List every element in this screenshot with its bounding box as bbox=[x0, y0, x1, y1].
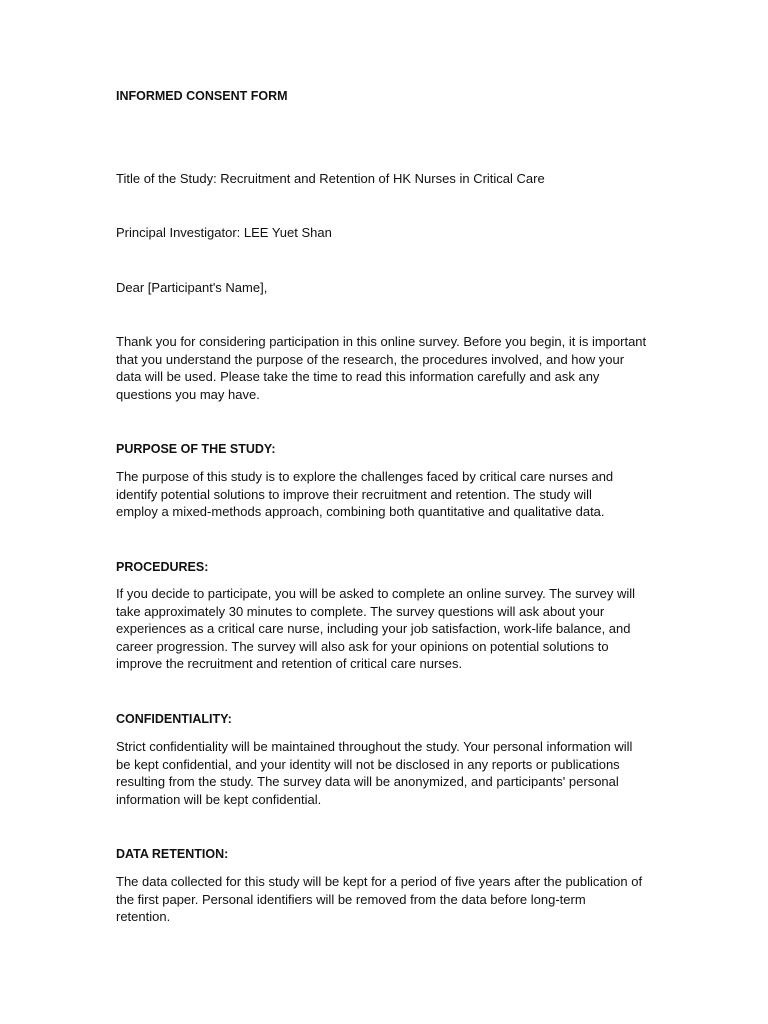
document-title: INFORMED CONSENT FORM bbox=[116, 89, 288, 103]
section-body-confidentiality bbox=[116, 738, 656, 808]
section-line: The data collected for this study will be kept for a period of five years after the publication of bbox=[116, 874, 643, 889]
section-line: The purpose of this study is to explore the challenges faced by critical care nurses and bbox=[116, 469, 614, 484]
section-heading-purpose: PURPOSE OF THE STUDY: bbox=[116, 442, 276, 456]
section-heading-procedures: PROCEDURES: bbox=[116, 560, 209, 574]
section-body-purpose bbox=[116, 468, 656, 521]
section-line: resulting from the study. The survey data will be anonymized, and participants' personal bbox=[116, 774, 619, 790]
section-line: If you decide to participate, you will be asked to complete an online survey. The survey will bbox=[116, 586, 636, 601]
section-heading-confidentiality: CONFIDENTIALITY: bbox=[116, 712, 232, 726]
section-line: retention. bbox=[116, 909, 171, 925]
section-line: identify potential solutions to improve their recruitment and retention. The study will bbox=[116, 486, 592, 502]
section-body-data-retention bbox=[116, 873, 656, 926]
section-heading-data-retention: DATA RETENTION: bbox=[116, 847, 229, 861]
section-body-procedures bbox=[116, 585, 656, 673]
intro-paragraph bbox=[116, 333, 656, 403]
intro-line: questions you may have. bbox=[116, 386, 260, 402]
section-line: improve the recruitment and retention of critical care nurses. bbox=[116, 656, 463, 672]
section-line: take approximately 30 minutes to complete. The survey questions will ask about your bbox=[116, 603, 605, 619]
section-line: experiences as a critical care nurse, including your job satisfaction, work-life balance, and bbox=[116, 621, 631, 637]
section-line: Strict confidentiality will be maintained throughout the study. Your personal information will bbox=[116, 739, 633, 754]
section-line: information will be kept confidential. bbox=[116, 791, 322, 807]
study-title: Title of the Study: Recruitment and Retention of HK Nurses in Critical Care bbox=[116, 171, 545, 186]
salutation: Dear [Participant's Name], bbox=[116, 280, 268, 295]
intro-line: that you understand the purpose of the research, the procedures involved, and how your bbox=[116, 351, 625, 367]
intro-line: Thank you for considering participation in this online survey. Before you begin, it is important bbox=[116, 334, 647, 349]
section-line: be kept confidential, and your identity will not be disclosed in any reports or publications bbox=[116, 756, 620, 772]
section-line: career progression. The survey will also ask for your opinions on potential solutions to bbox=[116, 638, 609, 654]
intro-line: data will be used. Please take the time to read this information carefully and ask any bbox=[116, 369, 600, 385]
section-line: employ a mixed-methods approach, combining both quantitative and qualitative data. bbox=[116, 504, 605, 520]
principal-investigator: Principal Investigator: LEE Yuet Shan bbox=[116, 225, 332, 240]
section-line: the first paper. Personal identifiers will be removed from the data before long-term bbox=[116, 891, 586, 907]
